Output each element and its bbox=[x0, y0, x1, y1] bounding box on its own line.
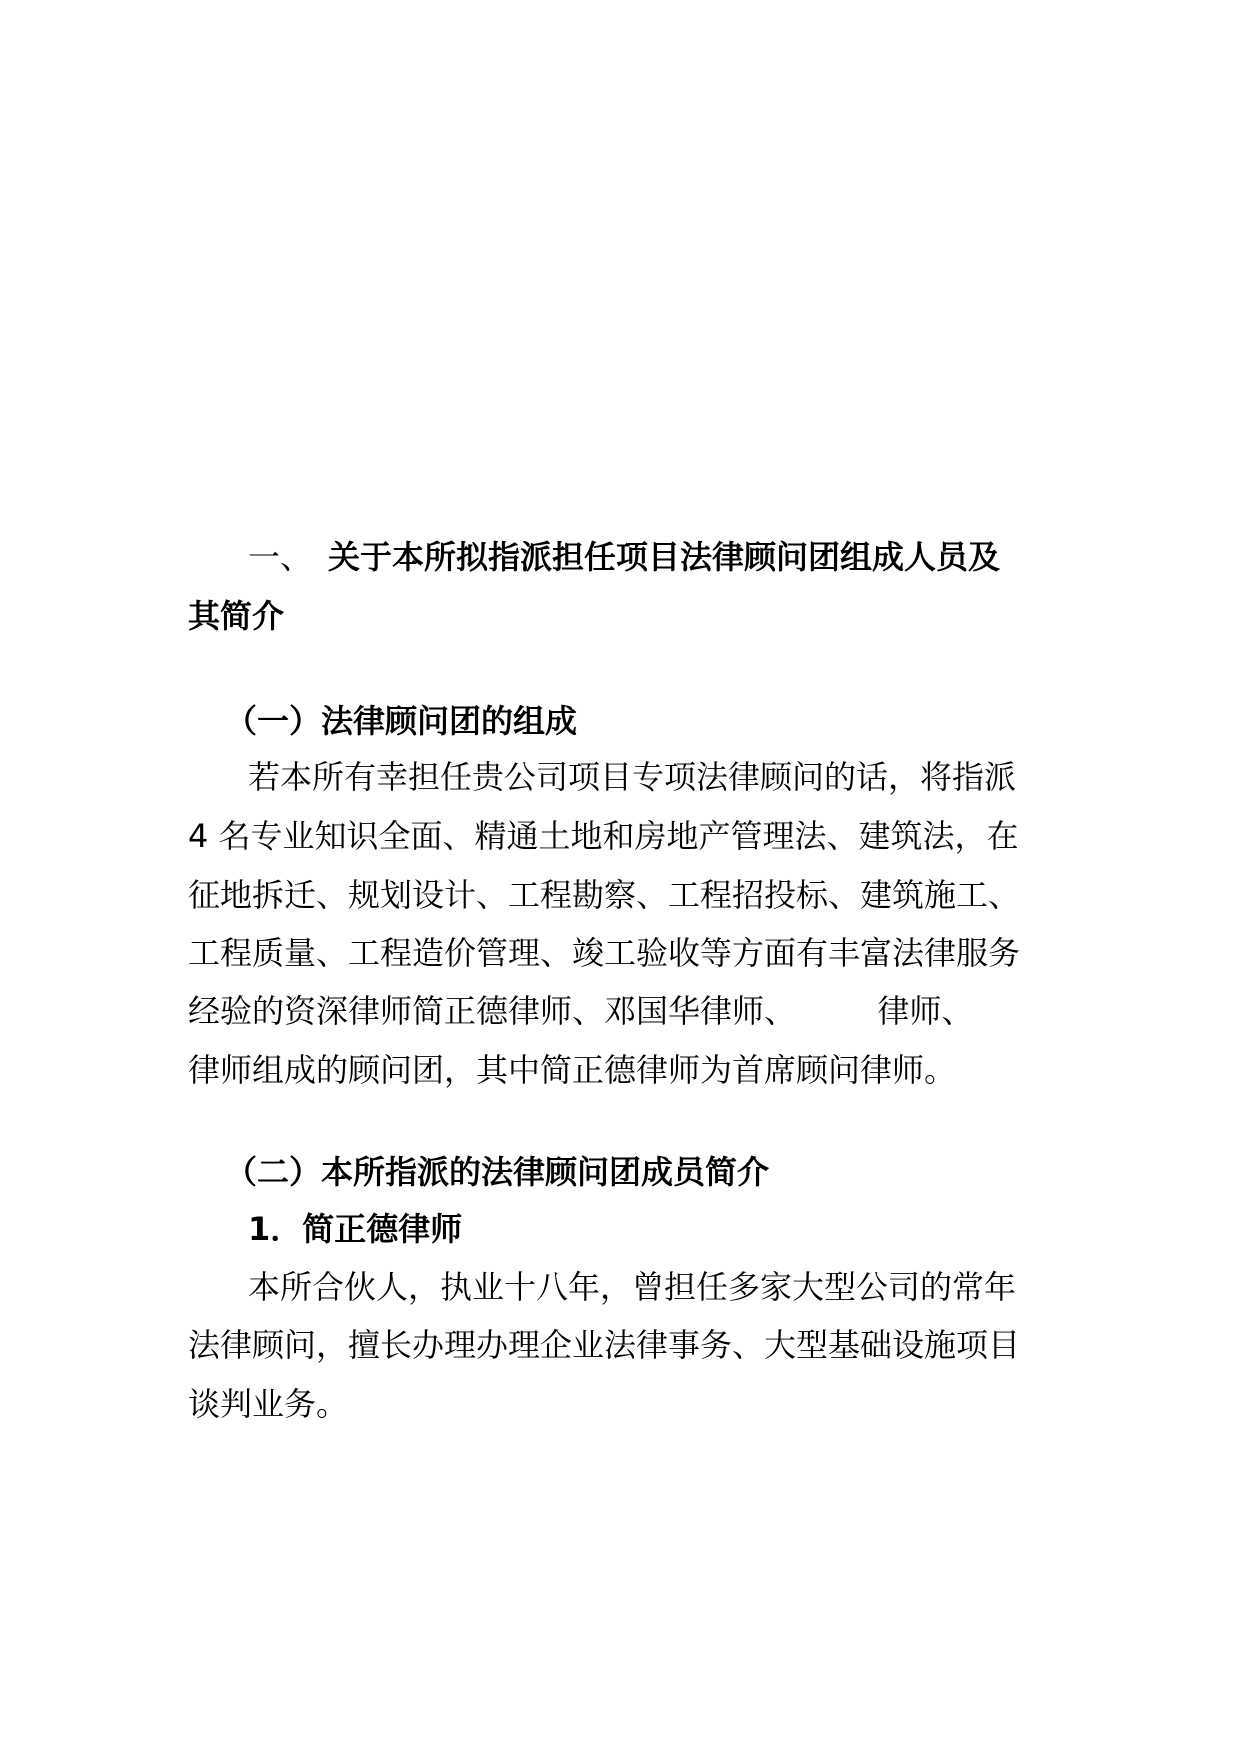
section-heading-line-2: 其简介 bbox=[188, 597, 285, 635]
paragraph-1-line-1: 若本所有幸担任贵公司项目专项法律顾问的话，将指派 bbox=[248, 758, 1017, 796]
paragraph-1-line-4: 工程质量、工程造价管理、竣工验收等方面有丰富法律服务 bbox=[188, 934, 1021, 972]
section-heading-title: 关于本所拟指派担任项目法律顾问团组成人员及 bbox=[328, 538, 1001, 576]
paragraph-1-line-6: 律师组成的顾问团，其中简正德律师为首席顾问律师。 bbox=[188, 1051, 957, 1089]
paragraph-1-line-5: 经验的资深律师简正德律师、邓国华律师、 律师、 bbox=[188, 992, 974, 1030]
section-heading-number: 一、 bbox=[248, 538, 313, 576]
subsection-1-title: （一）法律顾问团的组成 bbox=[225, 702, 578, 740]
paragraph-2-line-3: 谈判业务。 bbox=[188, 1385, 349, 1423]
paragraph-2-line-2: 法律顾问，擅长办理办理企业法律事务、大型基础设施项目 bbox=[188, 1326, 1021, 1364]
section-heading-line-1 bbox=[248, 537, 1068, 577]
paragraph-1-line-3: 征地拆迁、规划设计、工程勘察、工程招投标、建筑施工、 bbox=[188, 876, 1021, 914]
paragraph-1-line-2: 4 名专业知识全面、精通土地和房地产管理法、建筑法，在 bbox=[188, 817, 1019, 855]
subsection-2-title: （二）本所指派的法律顾问团成员简介 bbox=[225, 1153, 770, 1191]
paragraph-2-line-1: 本所合伙人，执业十八年，曾担任多家大型公司的常年 bbox=[248, 1268, 1017, 1306]
member-1-title: 1．简正德律师 bbox=[248, 1210, 463, 1248]
